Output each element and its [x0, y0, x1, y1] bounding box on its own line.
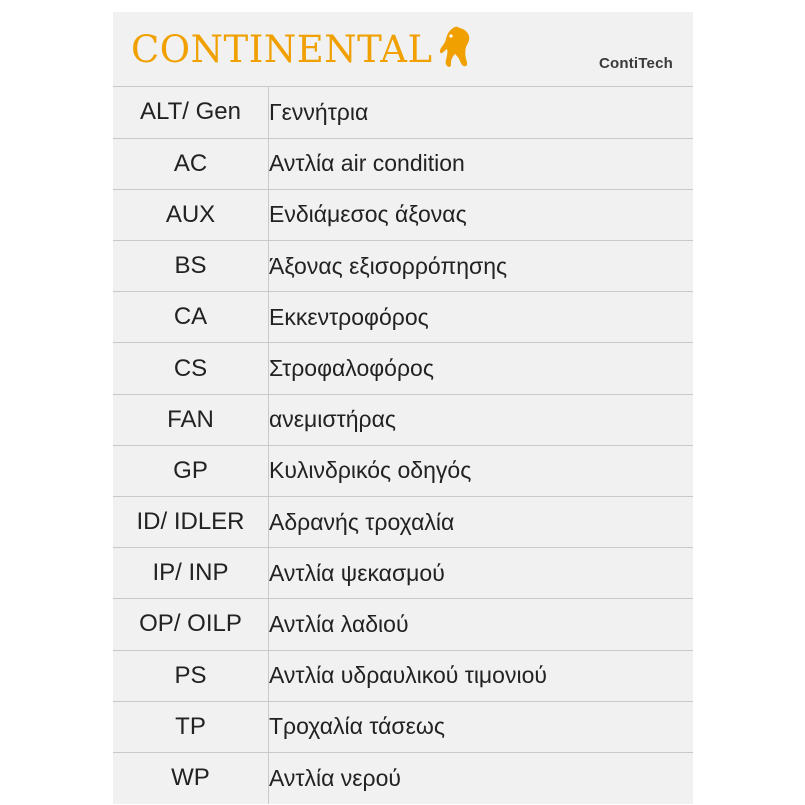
description-cell: Εκκεντροφόρος — [269, 292, 694, 343]
description-cell: Αντλία ψεκασμού — [269, 548, 694, 599]
table-row — [113, 189, 693, 240]
code-cell: ALT/ Gen — [113, 87, 269, 138]
table-row — [113, 394, 693, 445]
code-cell: CS — [113, 343, 269, 394]
table-row — [113, 701, 693, 752]
code-cell: GP — [113, 445, 269, 496]
contitech-wordmark: ContiTech — [598, 55, 673, 72]
code-cell: TP — [113, 701, 269, 752]
description-cell: ανεμιστήρας — [269, 394, 694, 445]
table-row — [113, 752, 693, 803]
description-cell: Στροφαλοφόρος — [269, 343, 694, 394]
code-cell: FAN — [113, 394, 269, 445]
table-row — [113, 241, 693, 292]
description-cell: Αντλία νερού — [269, 752, 694, 803]
description-cell: Κυλινδρικός οδηγός — [269, 445, 694, 496]
code-cell: PS — [113, 650, 269, 701]
description-cell: Άξονας εξισορρόπησης — [269, 241, 694, 292]
table-row — [113, 292, 693, 343]
brand-wordmark: CONTINENTAL — [131, 27, 433, 71]
description-cell: Τροχαλία τάσεως — [269, 701, 694, 752]
table-row — [113, 138, 693, 189]
table-row — [113, 650, 693, 701]
code-cell: ID/ IDLER — [113, 497, 269, 548]
code-cell: IP/ INP — [113, 548, 269, 599]
code-cell: OP/ OILP — [113, 599, 269, 650]
description-cell: Αδρανής τροχαλία — [269, 497, 694, 548]
description-cell: Αντλία υδραυλικού τιμονιού — [269, 650, 694, 701]
description-cell: Γεννήτρια — [269, 87, 694, 138]
table-row — [113, 343, 693, 394]
document-sheet — [113, 12, 693, 805]
code-cell: BS — [113, 241, 269, 292]
continental-logo — [131, 27, 473, 71]
code-cell: WP — [113, 752, 269, 803]
horse-logo-icon — [437, 25, 473, 69]
code-cell: AUX — [113, 189, 269, 240]
table-row — [113, 599, 693, 650]
table-body — [113, 87, 693, 804]
code-cell: CA — [113, 292, 269, 343]
description-cell: Αντλία air condition — [269, 138, 694, 189]
brand-header — [113, 12, 693, 87]
table-row — [113, 445, 693, 496]
code-cell: AC — [113, 138, 269, 189]
table-row — [113, 548, 693, 599]
table-row — [113, 87, 693, 138]
abbreviation-table — [113, 87, 693, 804]
table-row — [113, 497, 693, 548]
description-cell: Αντλία λαδιού — [269, 599, 694, 650]
description-cell: Ενδιάμεσος άξονας — [269, 189, 694, 240]
